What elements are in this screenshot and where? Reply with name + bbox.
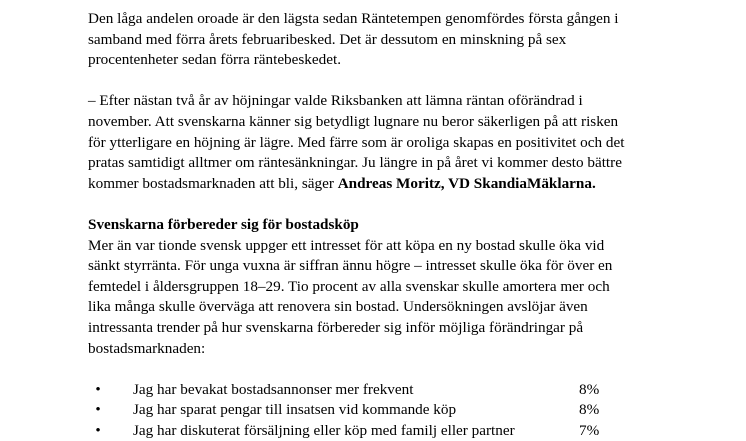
list-item-percentage: 8% <box>579 401 600 419</box>
paragraph-line: bostadsmarknaden: <box>88 339 206 357</box>
list-item <box>95 421 746 441</box>
list-item-percentage: 8% <box>579 380 600 398</box>
paragraph-line: procentenheter sedan förra räntebeskedet. <box>88 51 341 69</box>
paragraph-line: Mer än var tionde svensk uppger ett intresset för att köpa en ny bostad skulle öka vid <box>88 236 605 254</box>
paragraph-line: sänkt styrränta. För unga vuxna är siffran ännu högre – intresset skulle öka för över en <box>88 257 613 275</box>
paragraph-line: lika många skulle överväga att renovera sin bostad. Undersökningen avslöjar även <box>88 298 588 316</box>
list-item <box>95 380 746 401</box>
paragraph-line: femtedel i åldersgruppen 18–29. Tio procent av alla svenskar skulle amortera mer och <box>88 277 610 295</box>
paragraph-line: intressanta trender på hur svenskarna förbereder sig inför möjliga förändringar på <box>88 318 584 336</box>
speaker-name: Andreas Moritz, VD SkandiaMäklarna. <box>337 174 596 192</box>
list-item-text: Jag har diskuterat försäljning eller köp med familj eller partner <box>133 421 515 439</box>
paragraph-spacer <box>88 194 728 215</box>
paragraph-line: november. Att svenskarna känner sig betydligt lugnare nu beror säkerligen på att risken <box>88 112 619 130</box>
list-item-text: Jag har sparat pengar till insatsen vid kommande köp <box>133 401 457 419</box>
paragraph-spacer <box>88 359 728 380</box>
section-preparations <box>88 215 728 359</box>
list-item <box>95 400 746 421</box>
survey-bullet-list <box>95 380 746 441</box>
list-item-percentage: 7% <box>579 421 600 439</box>
paragraph-quote <box>88 91 728 194</box>
document-page <box>88 9 728 441</box>
paragraph-line-last <box>88 174 728 195</box>
paragraph-line: för ytterligare en höjning är lägre. Med färre som är oroliga skapas en positivitet och det <box>88 133 625 151</box>
list-item-text: Jag har bevakat bostadsannonser mer frekvent <box>133 380 414 398</box>
paragraph-intro <box>88 9 728 71</box>
bullet-icon: • <box>95 421 101 439</box>
paragraph-line: Den låga andelen oroade är den lägsta sedan Räntetempen genomfördes första gången i <box>88 10 619 27</box>
section-heading: Svenskarna förbereder sig för bostadsköp <box>88 215 359 233</box>
bullet-icon: • <box>95 380 101 398</box>
bullet-icon: • <box>95 401 101 419</box>
paragraph-line: – Efter nästan två år av höjningar valde Riksbanken att lämna räntan oförändrad i <box>88 92 583 110</box>
paragraph-line: samband med förra årets februaribesked. Det är dessutom en minskning på sex <box>88 30 567 48</box>
quote-attribution-prefix: kommer bostadsmarknaden att bli, säger <box>88 174 338 192</box>
paragraph-spacer <box>88 71 728 92</box>
paragraph-line: pratas samtidigt alltmer om räntesänkningar. Ju längre in på året vi kommer desto bättre <box>88 154 622 172</box>
